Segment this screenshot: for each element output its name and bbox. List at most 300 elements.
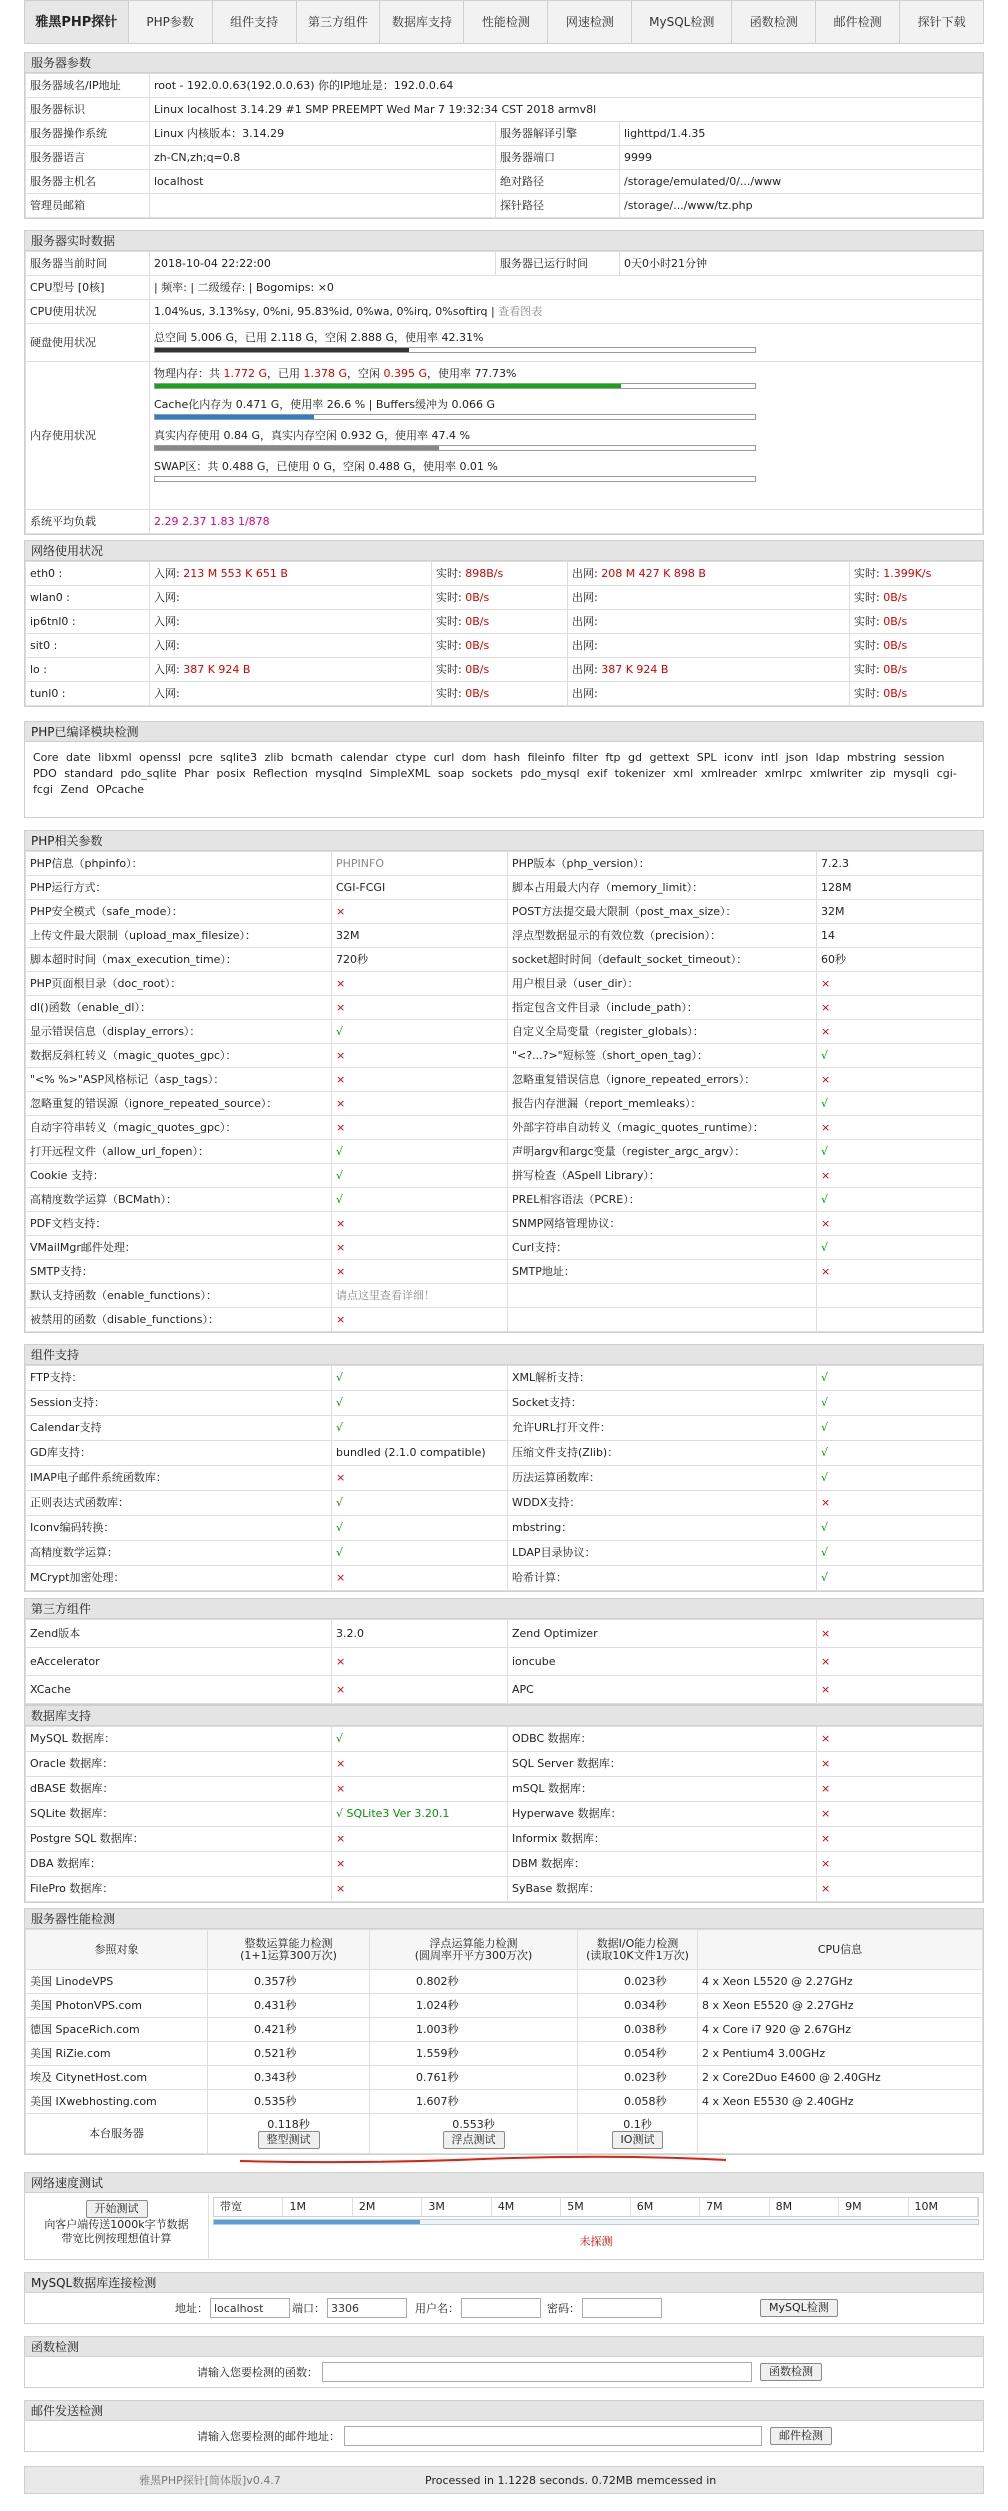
out-traffic	[568, 682, 850, 706]
out-label: 出网:	[572, 590, 598, 604]
cache-text: Cache化内存为 0.471 G，使用率 26.6 % | Buffers缓冲为 0.066 G	[154, 398, 495, 411]
out-traffic	[568, 610, 850, 634]
param-value: ×	[817, 1620, 983, 1648]
param-value: ×	[332, 1116, 508, 1140]
server-params-table	[25, 73, 983, 218]
param-label: Session支持：	[26, 1391, 332, 1416]
memory-usage	[150, 362, 983, 510]
param-label: Cookie 支持：	[26, 1164, 332, 1188]
param-label: 哈希计算：	[508, 1566, 817, 1591]
perf-value: 8 x Xeon E5520 @ 2.27GHz	[698, 1994, 983, 2018]
table-row	[26, 1366, 983, 1391]
table-row	[26, 1441, 983, 1466]
param-label: 自定义全局变量（register_globals）：	[508, 1020, 817, 1044]
table-row	[26, 146, 983, 170]
mail-form	[197, 2426, 832, 2446]
param-label: Socket支持：	[508, 1391, 817, 1416]
table-row	[26, 972, 983, 996]
table-row	[26, 1752, 983, 1777]
param-label: PHP版本（php_version）：	[508, 852, 817, 876]
perf-host: 美国 IXwebhosting.com	[26, 2090, 208, 2114]
param-value: 3.2.0	[332, 1620, 508, 1648]
components-section	[24, 1344, 984, 1592]
float-test-button[interactable]: 浮点测试	[443, 2131, 505, 2149]
host-label: 地址：	[175, 2302, 208, 2315]
param-value: zh-CN,zh;q=0.8	[150, 146, 496, 170]
speed-section	[24, 2172, 984, 2260]
table-row	[26, 1516, 983, 1541]
param-value	[817, 1284, 983, 1308]
rt-label: 实时:	[854, 590, 884, 604]
param-value: √	[332, 1727, 508, 1752]
param-label: 服务器操作系统	[26, 122, 150, 146]
nav-download[interactable]: 探针下载	[917, 14, 966, 29]
table-row	[26, 1044, 983, 1068]
real-mem-bar	[154, 445, 756, 451]
table-row	[26, 1236, 983, 1260]
param-value: Linux localhost 3.14.29 #1 SMP PREEMPT Wed Mar 7 19:32:34 CST 2018 armv8l	[150, 98, 983, 122]
cache-bar	[154, 414, 756, 420]
param-value: ×	[332, 1466, 508, 1491]
param-label: 服务器语言	[26, 146, 150, 170]
param-label: VMailMgr邮件处理：	[26, 1236, 332, 1260]
port-input[interactable]	[327, 2298, 407, 2318]
out-traffic	[568, 634, 850, 658]
in-label: 入网:	[154, 662, 184, 676]
start-speed-test-button[interactable]: 开始测试	[86, 2200, 148, 2218]
param-label: MCrypt加密处理：	[26, 1566, 332, 1591]
out-traffic	[568, 562, 850, 586]
swap-bar	[154, 476, 756, 482]
param-value: ×	[817, 1068, 983, 1092]
in-rt-value: 0B/s	[465, 614, 490, 628]
out-realtime	[850, 658, 983, 682]
perf-value: 0.357秒	[208, 1970, 370, 1994]
disk-text: 总空间 5.006 G，已用 2.118 G，空闲 2.888 G，使用率 42.31%	[154, 331, 484, 344]
param-label: 高精度数学运算（BCMath）：	[26, 1188, 332, 1212]
param-label: SQLite 数据库：	[26, 1802, 332, 1827]
swap-text: SWAP区：共 0.488 G，已使用 0 G，空闲 0.488 G，使用率 0.01 %	[154, 460, 498, 473]
network-table	[25, 561, 983, 706]
perf-header: 浮点运算能力检测 (圆周率开平方300万次)	[370, 1930, 578, 1970]
username-input[interactable]	[461, 2298, 541, 2318]
phys-pre: 物理内存：共	[154, 367, 224, 380]
perf-header: 整数运算能力检测 (1+1运算300万次)	[208, 1930, 370, 1970]
footer-version[interactable]: 雅黑PHP探针[简体版]v0.4.7	[139, 2474, 281, 2487]
rt-label: 实时:	[854, 638, 884, 652]
perf-local-row	[26, 2114, 983, 2154]
in-label: 入网:	[154, 638, 180, 652]
param-value: √	[817, 1366, 983, 1391]
network-row	[26, 586, 983, 610]
disk-bar-fill	[155, 348, 409, 352]
rt-label: 实时:	[436, 614, 466, 628]
perf-host: 美国 RiZie.com	[26, 2042, 208, 2066]
perf-value: 2 x Core2Duo E4600 @ 2.40GHz	[698, 2066, 983, 2090]
perf-value: 4 x Xeon E5530 @ 2.40GHz	[698, 2090, 983, 2114]
section-title: 数据库支持	[25, 1706, 983, 1726]
section-title: 邮件发送检测	[25, 2401, 983, 2421]
table-row	[26, 170, 983, 194]
param-label: 服务器端口	[496, 146, 620, 170]
param-value[interactable]: PHPINFO	[332, 852, 508, 876]
param-value: 32M	[817, 900, 983, 924]
param-value	[150, 194, 496, 218]
table-row	[26, 1541, 983, 1566]
in-rt-value: 0B/s	[465, 590, 490, 604]
nav-mysql[interactable]: MySQL检测	[632, 1, 732, 43]
param-value: ×	[332, 996, 508, 1020]
perf-host: 本台服务器	[26, 2114, 208, 2154]
components-table	[25, 1365, 983, 1591]
out-realtime	[850, 586, 983, 610]
param-value: ×	[332, 1260, 508, 1284]
iface-name: ip6tnl0 :	[26, 610, 150, 634]
in-label: 入网:	[154, 686, 180, 700]
param-label: MySQL 数据库：	[26, 1727, 332, 1752]
param-label: 脚本占用最大内存（memory_limit）：	[508, 876, 817, 900]
param-label: Oracle 数据库：	[26, 1752, 332, 1777]
thirdparty-table	[25, 1619, 983, 1704]
realtime-table	[25, 251, 983, 534]
out-value: 387 K 924 B	[601, 662, 669, 676]
perf-host: 德国 SpaceRich.com	[26, 2018, 208, 2042]
table-row	[26, 1727, 983, 1752]
in-realtime	[432, 658, 568, 682]
param-label: Zend Optimizer	[508, 1620, 817, 1648]
in-realtime	[432, 634, 568, 658]
param-label: 服务器标识	[26, 98, 150, 122]
param-value: ×	[332, 1827, 508, 1852]
param-label: 拼写检查（ASpell Library）：	[508, 1164, 817, 1188]
param-label: "<?...?>"短标签（short_open_tag）：	[508, 1044, 817, 1068]
param-value: 9999	[620, 146, 983, 170]
table-row	[26, 1188, 983, 1212]
param-value: ×	[817, 1827, 983, 1852]
in-rt-value: 0B/s	[465, 662, 490, 676]
param-value: √	[817, 1391, 983, 1416]
phys-free: 0.395 G	[383, 367, 428, 380]
perf-value: 1.559秒	[370, 2042, 578, 2066]
real-mem-text: 真实内存使用 0.84 G，真实内存空闲 0.932 G，使用率 47.4 %	[154, 429, 470, 442]
table-row	[26, 1466, 983, 1491]
out-rt-value: 0B/s	[883, 662, 908, 676]
section-title: 组件支持	[25, 1345, 983, 1365]
param-label: 正则表达式函数库：	[26, 1491, 332, 1516]
perf-value: 0.802秒	[370, 1970, 578, 1994]
performance-section	[24, 1908, 984, 2155]
section-title: 服务器实时数据	[25, 231, 983, 251]
mail-label: 请输入您要检测的邮件地址：	[197, 2430, 340, 2443]
nav-function[interactable]: 函数检测	[732, 1, 816, 43]
hand-drawn-underline	[238, 2155, 728, 2165]
rt-label: 实时:	[854, 662, 884, 676]
label: CPU型号 [0核]	[26, 276, 150, 300]
in-value: 387 K 924 B	[183, 662, 251, 676]
param-label: PHP信息（phpinfo）：	[26, 852, 332, 876]
scale-mark: 7M	[700, 2198, 769, 2216]
param-label: XML解析支持：	[508, 1366, 817, 1391]
scale-mark: 1M	[283, 2198, 352, 2216]
cache-bar-fill	[155, 415, 314, 419]
out-traffic	[568, 586, 850, 610]
param-value: ×	[332, 1092, 508, 1116]
param-label: 数据反斜杠转义（magic_quotes_gpc）：	[26, 1044, 332, 1068]
table-row	[26, 98, 983, 122]
perf-value: 0.058秒	[578, 2090, 698, 2114]
nav-performance[interactable]: 性能检测	[464, 1, 548, 43]
param-value: √	[817, 1188, 983, 1212]
function-check-button[interactable]: 函数检测	[760, 2363, 822, 2381]
perf-value: 0.535秒	[208, 2090, 370, 2114]
param-label: dBASE 数据库：	[26, 1777, 332, 1802]
table-row	[26, 1416, 983, 1441]
param-label: POST方法提交最大限制（post_max_size）：	[508, 900, 817, 924]
table-row	[26, 1068, 983, 1092]
perf-host: 美国 PhotonVPS.com	[26, 1994, 208, 2018]
in-traffic	[150, 658, 432, 682]
password-input[interactable]	[582, 2298, 662, 2318]
table-row	[26, 996, 983, 1020]
perf-value: 1.003秒	[370, 2018, 578, 2042]
bandwidth-scale	[213, 2197, 979, 2217]
param-label: APC	[508, 1676, 817, 1704]
perf-value: 0.761秒	[370, 2066, 578, 2090]
php-params-section	[24, 830, 984, 1333]
table-row	[26, 1020, 983, 1044]
param-value: √	[332, 1366, 508, 1391]
param-label: Curl支持：	[508, 1236, 817, 1260]
param-label: 上传文件最大限制（upload_max_filesize）：	[26, 924, 332, 948]
table-row	[26, 1116, 983, 1140]
disk-bar	[154, 347, 756, 353]
perf-cpu-empty	[698, 2114, 983, 2154]
local-result: 0.1秒	[623, 2117, 652, 2131]
perf-value: 1.607秒	[370, 2090, 578, 2114]
network-row	[26, 562, 983, 586]
perf-row	[26, 2066, 983, 2090]
perf-value: 2 x Pentium4 3.00GHz	[698, 2042, 983, 2066]
param-label: SMTP地址：	[508, 1260, 817, 1284]
param-label: 外部字符串自动转义（magic_quotes_runtime）：	[508, 1116, 817, 1140]
param-label: 指定包含文件目录（include_path）：	[508, 996, 817, 1020]
param-label: 默认支持函数（enable_functions）：	[26, 1284, 332, 1308]
param-label: FTP支持：	[26, 1366, 332, 1391]
host-input[interactable]	[210, 2298, 290, 2318]
phys-mid2: ，空闲	[347, 367, 384, 380]
param-value: ×	[817, 1164, 983, 1188]
section-title: 服务器性能检测	[25, 1909, 983, 1929]
param-value: root - 192.0.0.63(192.0.0.63) 你的IP地址是：192.0.0.64	[150, 74, 983, 98]
param-label: PREL相容语法（PCRE）：	[508, 1188, 817, 1212]
out-rt-value: 0B/s	[883, 638, 908, 652]
label: 内存使用状况	[26, 362, 150, 510]
out-label: 出网:	[572, 566, 602, 580]
param-value: √ SQLite3 Ver 3.20.1	[332, 1802, 508, 1827]
param-label: 忽略重复的错误源（ignore_repeated_source）：	[26, 1092, 332, 1116]
in-realtime	[432, 562, 568, 586]
realtime-section	[24, 230, 984, 535]
table-row	[26, 1620, 983, 1648]
phys-tail: ，使用率 77.73%	[427, 367, 517, 380]
perf-local-cell	[370, 2114, 578, 2154]
server-params-section	[24, 52, 984, 219]
perf-value: 0.343秒	[208, 2066, 370, 2090]
perf-value: 1.024秒	[370, 1994, 578, 2018]
param-label: PHP运行方式：	[26, 876, 332, 900]
in-realtime	[432, 610, 568, 634]
load-average: 2.29 2.37 1.83 1/878	[150, 510, 983, 534]
mail-input[interactable]	[344, 2426, 762, 2446]
param-value: ×	[332, 1044, 508, 1068]
scale-mark: 2M	[353, 2198, 422, 2216]
phys-mid1: ，已用	[267, 367, 304, 380]
table-row	[26, 74, 983, 98]
param-label: 允许URL打开文件：	[508, 1416, 817, 1441]
label: 系统平均负载	[26, 510, 150, 534]
perf-header: CPU信息	[698, 1930, 983, 1970]
in-traffic	[150, 562, 432, 586]
out-value: 208 M 427 K 898 B	[601, 566, 706, 580]
param-label: 打开远程文件（allow_url_fopen）：	[26, 1140, 332, 1164]
param-label: 用户根目录（user_dir）：	[508, 972, 817, 996]
scale-mark: 6M	[631, 2198, 700, 2216]
param-label: mbstring：	[508, 1516, 817, 1541]
in-traffic	[150, 610, 432, 634]
param-label: Postgre SQL 数据库：	[26, 1827, 332, 1852]
param-label: Informix 数据库：	[508, 1827, 817, 1852]
param-label: SyBase 数据库：	[508, 1877, 817, 1902]
function-input[interactable]	[322, 2362, 752, 2382]
param-label: ODBC 数据库：	[508, 1727, 817, 1752]
param-value: ×	[817, 1491, 983, 1516]
param-value: ×	[817, 1212, 983, 1236]
io-test-button[interactable]: IO测试	[612, 2131, 664, 2149]
table-row	[26, 900, 983, 924]
uptime: 0天0小时21分钟	[620, 252, 983, 276]
in-traffic	[150, 586, 432, 610]
speed-result: 未探测	[579, 2235, 613, 2248]
nav-speed[interactable]: 网速检测	[548, 1, 632, 43]
perf-value: 0.431秒	[208, 1994, 370, 2018]
network-row	[26, 682, 983, 706]
param-value: ×	[817, 1676, 983, 1704]
param-value[interactable]: 请点这里查看详细！	[332, 1284, 508, 1308]
scale-mark: 3M	[422, 2198, 491, 2216]
nav-database[interactable]: 数据库支持	[380, 1, 464, 43]
param-value: ×	[332, 1308, 508, 1332]
param-label	[508, 1308, 817, 1332]
perf-value: 0.054秒	[578, 2042, 698, 2066]
param-label: Iconv编码转换：	[26, 1516, 332, 1541]
nav-php-params[interactable]: PHP参数	[129, 1, 213, 43]
port-label: 端口：	[292, 2302, 325, 2315]
param-value: √	[817, 1092, 983, 1116]
perf-value: 4 x Core i7 920 @ 2.67GHz	[698, 2018, 983, 2042]
param-label: 显示错误信息（display_errors）：	[26, 1020, 332, 1044]
param-label: "<% %>"ASP风格标记（asp_tags）：	[26, 1068, 332, 1092]
out-realtime	[850, 610, 983, 634]
cpu-chart-link[interactable]: 查看图表	[498, 304, 543, 318]
perf-header-row	[26, 1930, 983, 1970]
perf-header: 参照对象	[26, 1930, 208, 1970]
param-label: PHP安全模式（safe_mode）：	[26, 900, 332, 924]
mysql-check-button[interactable]: MySQL检测	[760, 2299, 838, 2317]
param-value: ×	[332, 1212, 508, 1236]
mail-check-button[interactable]: 邮件检测	[770, 2427, 832, 2445]
perf-host: 埃及 CitynetHost.com	[26, 2066, 208, 2090]
in-traffic	[150, 634, 432, 658]
param-value: ×	[817, 1752, 983, 1777]
param-label: 忽略重复错误信息（ignore_repeated_errors）：	[508, 1068, 817, 1092]
param-label: dl()函数（enable_dl）：	[26, 996, 332, 1020]
nav-components[interactable]: 组件支持	[213, 1, 297, 43]
param-value: √	[817, 1466, 983, 1491]
table-row	[26, 1877, 983, 1902]
out-rt-value: 0B/s	[883, 686, 908, 700]
brand-logo[interactable]: 雅黑PHP探针	[25, 1, 129, 43]
param-value: √	[817, 1416, 983, 1441]
param-label: WDDX支持：	[508, 1491, 817, 1516]
table-row	[26, 1092, 983, 1116]
param-value: 7.2.3	[817, 852, 983, 876]
rt-label: 实时:	[436, 686, 466, 700]
speed-controls	[25, 2194, 209, 2260]
param-value: /storage/.../www/tz.php	[620, 194, 983, 218]
param-value: ×	[332, 972, 508, 996]
table-row	[26, 948, 983, 972]
label: CPU使用状况	[26, 300, 150, 324]
in-label: 入网:	[154, 614, 180, 628]
int-test-button[interactable]: 整型测试	[258, 2131, 320, 2149]
section-title: 服务器参数	[25, 53, 983, 73]
param-value: √	[817, 1516, 983, 1541]
param-value: ×	[817, 1852, 983, 1877]
param-label: 服务器主机名	[26, 170, 150, 194]
param-label	[508, 1284, 817, 1308]
param-label: SMTP支持：	[26, 1260, 332, 1284]
param-label: 报告内存泄漏（report_memleaks）：	[508, 1092, 817, 1116]
pass-label: 密码：	[547, 2302, 580, 2315]
nav-mail[interactable]: 邮件检测	[816, 1, 900, 43]
thirdparty-section	[24, 1598, 984, 1705]
scale-mark: 10M	[909, 2198, 978, 2216]
phys-mem-bar-fill	[155, 384, 621, 388]
in-realtime	[432, 586, 568, 610]
param-label: 压缩文件支持(Zlib)：	[508, 1441, 817, 1466]
param-label: mSQL 数据库：	[508, 1777, 817, 1802]
table-row	[26, 1260, 983, 1284]
table-row	[26, 1391, 983, 1416]
database-table	[25, 1726, 983, 1902]
param-value: √	[332, 1188, 508, 1212]
table-row	[26, 924, 983, 948]
section-title: PHP已编译模块检测	[25, 722, 983, 742]
param-value: ×	[332, 1566, 508, 1591]
param-value: ×	[332, 1068, 508, 1092]
section-title: 函数检测	[25, 2337, 983, 2357]
nav-thirdparty[interactable]: 第三方组件	[297, 1, 381, 43]
out-rt-value: 0B/s	[883, 614, 908, 628]
rt-label: 实时:	[854, 614, 884, 628]
param-value: ×	[817, 1020, 983, 1044]
param-value: √	[332, 1541, 508, 1566]
param-value	[817, 1308, 983, 1332]
param-value: √	[817, 1044, 983, 1068]
param-label: 被禁用的函数（disable_functions）：	[26, 1308, 332, 1332]
param-label: Calendar支持	[26, 1416, 332, 1441]
perf-value: 0.038秒	[578, 2018, 698, 2042]
